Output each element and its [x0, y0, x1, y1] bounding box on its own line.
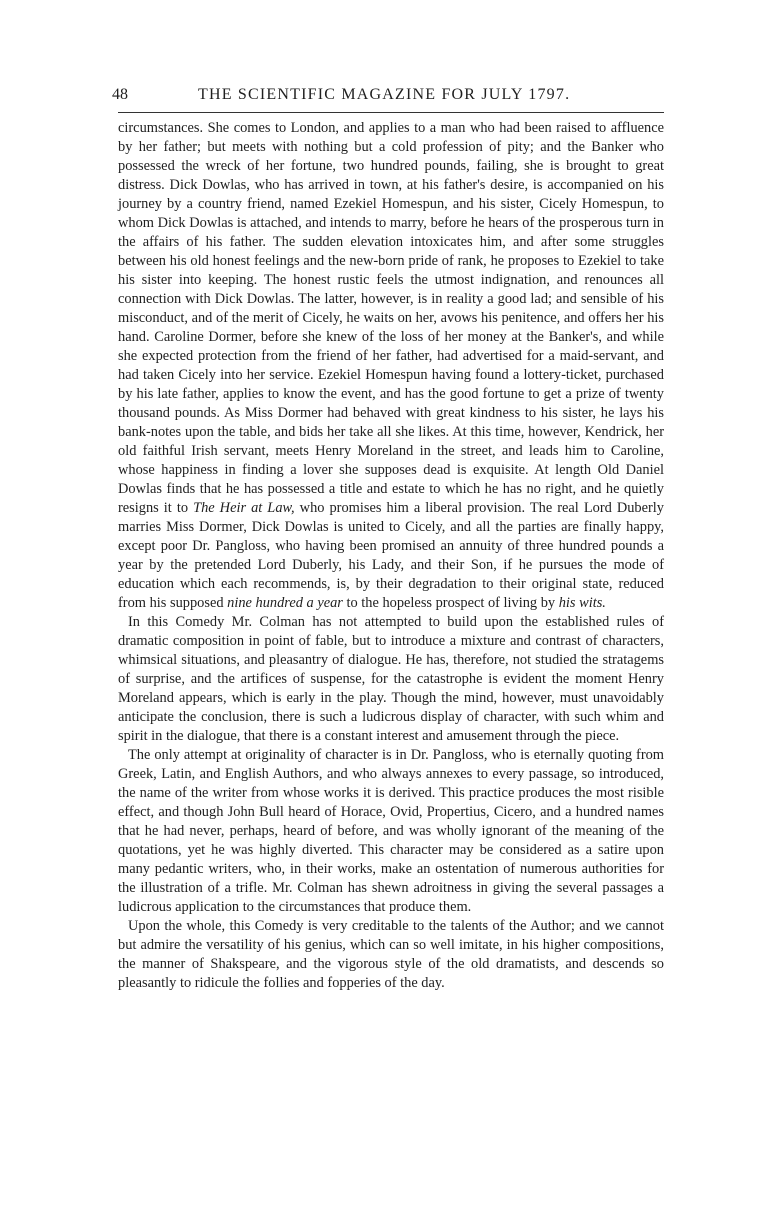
- paragraph-conclusion: [118, 917, 664, 993]
- text-run: In this Comedy Mr. Colman has not attempted to build upon the established rules of dramatic composition in point of fable, but to introduce a mixture and contrast of characters, whimsical situations, and pleasantry of dialogue. He has, therefore, not studied the stratagems of surprise, and the artifices of suspense, for the catastrophe is evident the moment Henry Moreland appears, which is early in the play. Though the mind, however, must unavoidably anticipate the conclusion, there is such a ludicrous display of character, with such whim and spirit in the dialogue, that there is a constant interest and amusement through the piece.: [118, 614, 664, 744]
- article-body: [118, 119, 664, 993]
- paragraph-composition: [118, 613, 664, 746]
- page-number: 48: [112, 86, 128, 103]
- play-title: The Heir at Law,: [193, 500, 295, 516]
- emphasis-text: nine hundred a year: [227, 595, 343, 611]
- running-head: [112, 86, 664, 110]
- text-run: to the hopeless prospect of living by: [342, 595, 559, 611]
- page: [112, 86, 664, 993]
- header-rule: [118, 112, 664, 113]
- text-run: The only attempt at originality of character is in Dr. Pangloss, who is eternally quoting from Greek, Latin, and English Authors, and who always annexes to every passage, so introduced, the name of the writer from whose works it is derived. This practice produces the most risible effect, and though John Bull heard of Horace, Ovid, Propertius, Cicero, and a hundred names that he had never, perhaps, heard of before, and was wholly ignorant of the meaning of the quotations, yet he was highly diverted. This character may be considered as a satire upon many pedantic writers, who, in their works, make an ostentation of numerous authorities for the illustration of a trifle. Mr. Colman has shewn adroitness in giving the several passages a ludicrous application to the circumstances that produce them.: [118, 747, 664, 915]
- paragraph-plot-summary: [118, 119, 664, 613]
- emphasis-text: his wits.: [558, 595, 606, 611]
- header-title: THE SCIENTIFIC MAGAZINE FOR JULY 1797.: [198, 86, 571, 103]
- text-run: circumstances. She comes to London, and applies to a man who had been raised to affluence by her father; but meets with nothing but a cold profession of pity; and the Banker who possessed the wreck of her fortune, two hundred pounds, failing, she is brought to great distress. Dick Dowlas, who has arrived in town, at his father's desire, is accompanied on his journey by a country friend, named Ezekiel Homespun, and his sister, Cicely Homespun, to whom Dick Dowlas is attached, and intends to marry, before he hears of the prosperous turn in the affairs of his father. The sudden elevation intoxicates him, and after some struggles between his old honest feelings and the new-born pride of rank, he proposes to Ezekiel to take his sister into keeping. The honest rustic feels the utmost indignation, and renounces all connection with Dick Dowlas. The latter, however, is in reality a good lad; and sensible of his misconduct, and of the merit of Cicely, he waits on her, avows his penitence, and offers her his hand. Caroline Dormer, before she knew of the loss of her money at the Banker's, and while she expected protection from the friend of her father, had advertised for a maid-servant, and had taken Cicely into her service. Ezekiel Homespun having found a lottery-ticket, purchased by his late father, applies to know the event, and has the good fortune to get a prize of twenty thousand pounds. As Miss Dormer had behaved with great kindness to his sister, he lays his bank-notes upon the table, and bids her take all she likes. At this time, however, Kendrick, her old faithful Irish servant, meets Henry Moreland in the street, and leads him to Caroline, whose happiness in finding a lover she supposes dead is exquisite. At length Old Daniel Dowlas finds that he has possessed a title and estate to which he has no right, and he quietly resigns it to: [118, 120, 664, 516]
- text-run: Upon the whole, this Comedy is very creditable to the talents of the Author; and we cannot but admire the versatility of his genius, which can so well imitate, in his higher compositions, the manner of Shakspeare, and the vigorous style of the old dramatists, and descends so pleasantly to ridicule the follies and fopperies of the day.: [118, 918, 664, 991]
- paragraph-pangloss: [118, 746, 664, 917]
- text-run: who promises him a liberal provision. The real Lord Duberly marries Miss Dormer, Dick Dowlas is united to Cicely, and all the parties are finally happy, except poor Dr. Pangloss, who having been promised an annuity of three hundred pounds a year by the pretended Lord Duberly, his Lady, and their Son, if he pursues the mode of education which each recommends, is, by their degradation to their original state, reduced from his supposed: [118, 500, 664, 611]
